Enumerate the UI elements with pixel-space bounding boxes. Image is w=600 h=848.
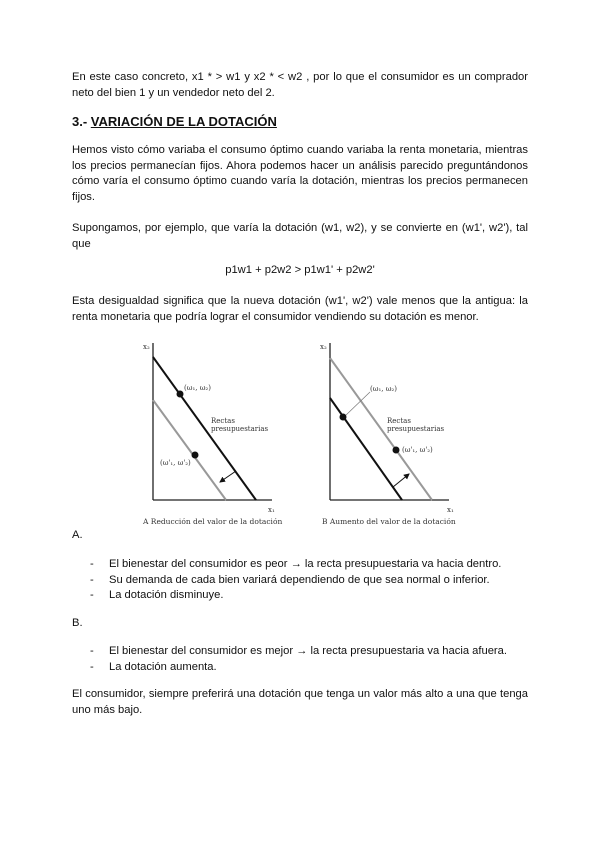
list-item: - La dotación disminuye. — [90, 588, 501, 604]
x-axis-label: x₁ — [447, 506, 454, 514]
list-item: - La dotación aumenta. — [90, 660, 507, 676]
list-b — [90, 644, 507, 675]
x-axis-label: x₁ — [268, 506, 275, 514]
conclusion-paragraph: El consumidor, siempre preferirá una dotación que tenga un valor más alto a una que tenga uno más bajo. — [72, 688, 528, 716]
endowment-new-point — [393, 447, 400, 454]
lines-label: presupuestarias — [387, 425, 445, 433]
point-new-label: (ω'₁, ω'₂) — [402, 446, 433, 454]
heading-number: 3.- — [72, 114, 91, 129]
label-b: B. — [72, 617, 83, 629]
lines-label: presupuestarias — [211, 425, 269, 433]
equation: p1w1 + p2w2 > p1w1' + p2w2' — [225, 264, 375, 276]
y-axis-label: x₂ — [143, 343, 150, 351]
intro-paragraph: En este caso concreto, x1 * > w1 y x2 * < w2 , por lo que el consumidor es un comprador neto del bien 1 y un vendedor neto del 2. — [72, 71, 528, 99]
list-item: - El bienestar del consumidor es mejor → la recta presupuestaria va hacia afuera. — [90, 644, 507, 660]
lines-label: Rectas — [211, 417, 235, 425]
old-budget-line — [330, 398, 402, 500]
lines-label: Rectas — [387, 417, 411, 425]
paragraph-2: Supongamos, por ejemplo, que varía la dotación (w1, w2), y se convierte en (w1', w2'), tal que — [72, 222, 528, 250]
caption-a: A Reducción del valor de la dotación — [143, 517, 283, 526]
paragraph-1: Hemos visto cómo variaba el consumo óptimo cuando variaba la renta monetaria, mientras los precios permanecían fijos. Ahora podemos hacer un análisis parecido preguntándonos cómo varía el consumo óptimo cuando varía la dotación, mientras los precios permanecen fijos. — [72, 144, 528, 203]
list-item: - Su demanda de cada bien variará dependiendo de que sea normal o inferior. — [90, 573, 501, 589]
label-a: A. — [72, 529, 83, 541]
caption-b: B Aumento del valor de la dotación — [322, 517, 456, 526]
panel-b — [320, 343, 456, 526]
endowment-new-point — [192, 452, 199, 459]
new-budget-line — [153, 400, 226, 500]
paragraph-3: Esta desigualdad significa que la nueva dotación (w1', w2') vale menos que la antigua: la renta monetaria que podría lograr el consumidor vendiendo su dotación es menor. — [72, 295, 528, 323]
endowment-old-point — [340, 414, 347, 421]
shift-arrow — [393, 474, 409, 487]
endowment-old-point — [177, 391, 184, 398]
list-item: - El bienestar del consumidor es peor → la recta presupuestaria va hacia dentro. — [90, 557, 501, 573]
point-old-label: (ω₁, ω₂) — [370, 385, 397, 393]
y-axis-label: x₂ — [320, 343, 327, 351]
point-new-label: (ω'₁, ω'₂) — [160, 459, 191, 467]
shift-arrow — [220, 471, 236, 482]
list-a — [90, 557, 501, 604]
panel-a — [142, 343, 282, 526]
point-old-label: (ω₁, ω₂) — [184, 384, 211, 392]
heading-title: VARIACIÓN DE LA DOTACIÓN — [90, 114, 277, 129]
